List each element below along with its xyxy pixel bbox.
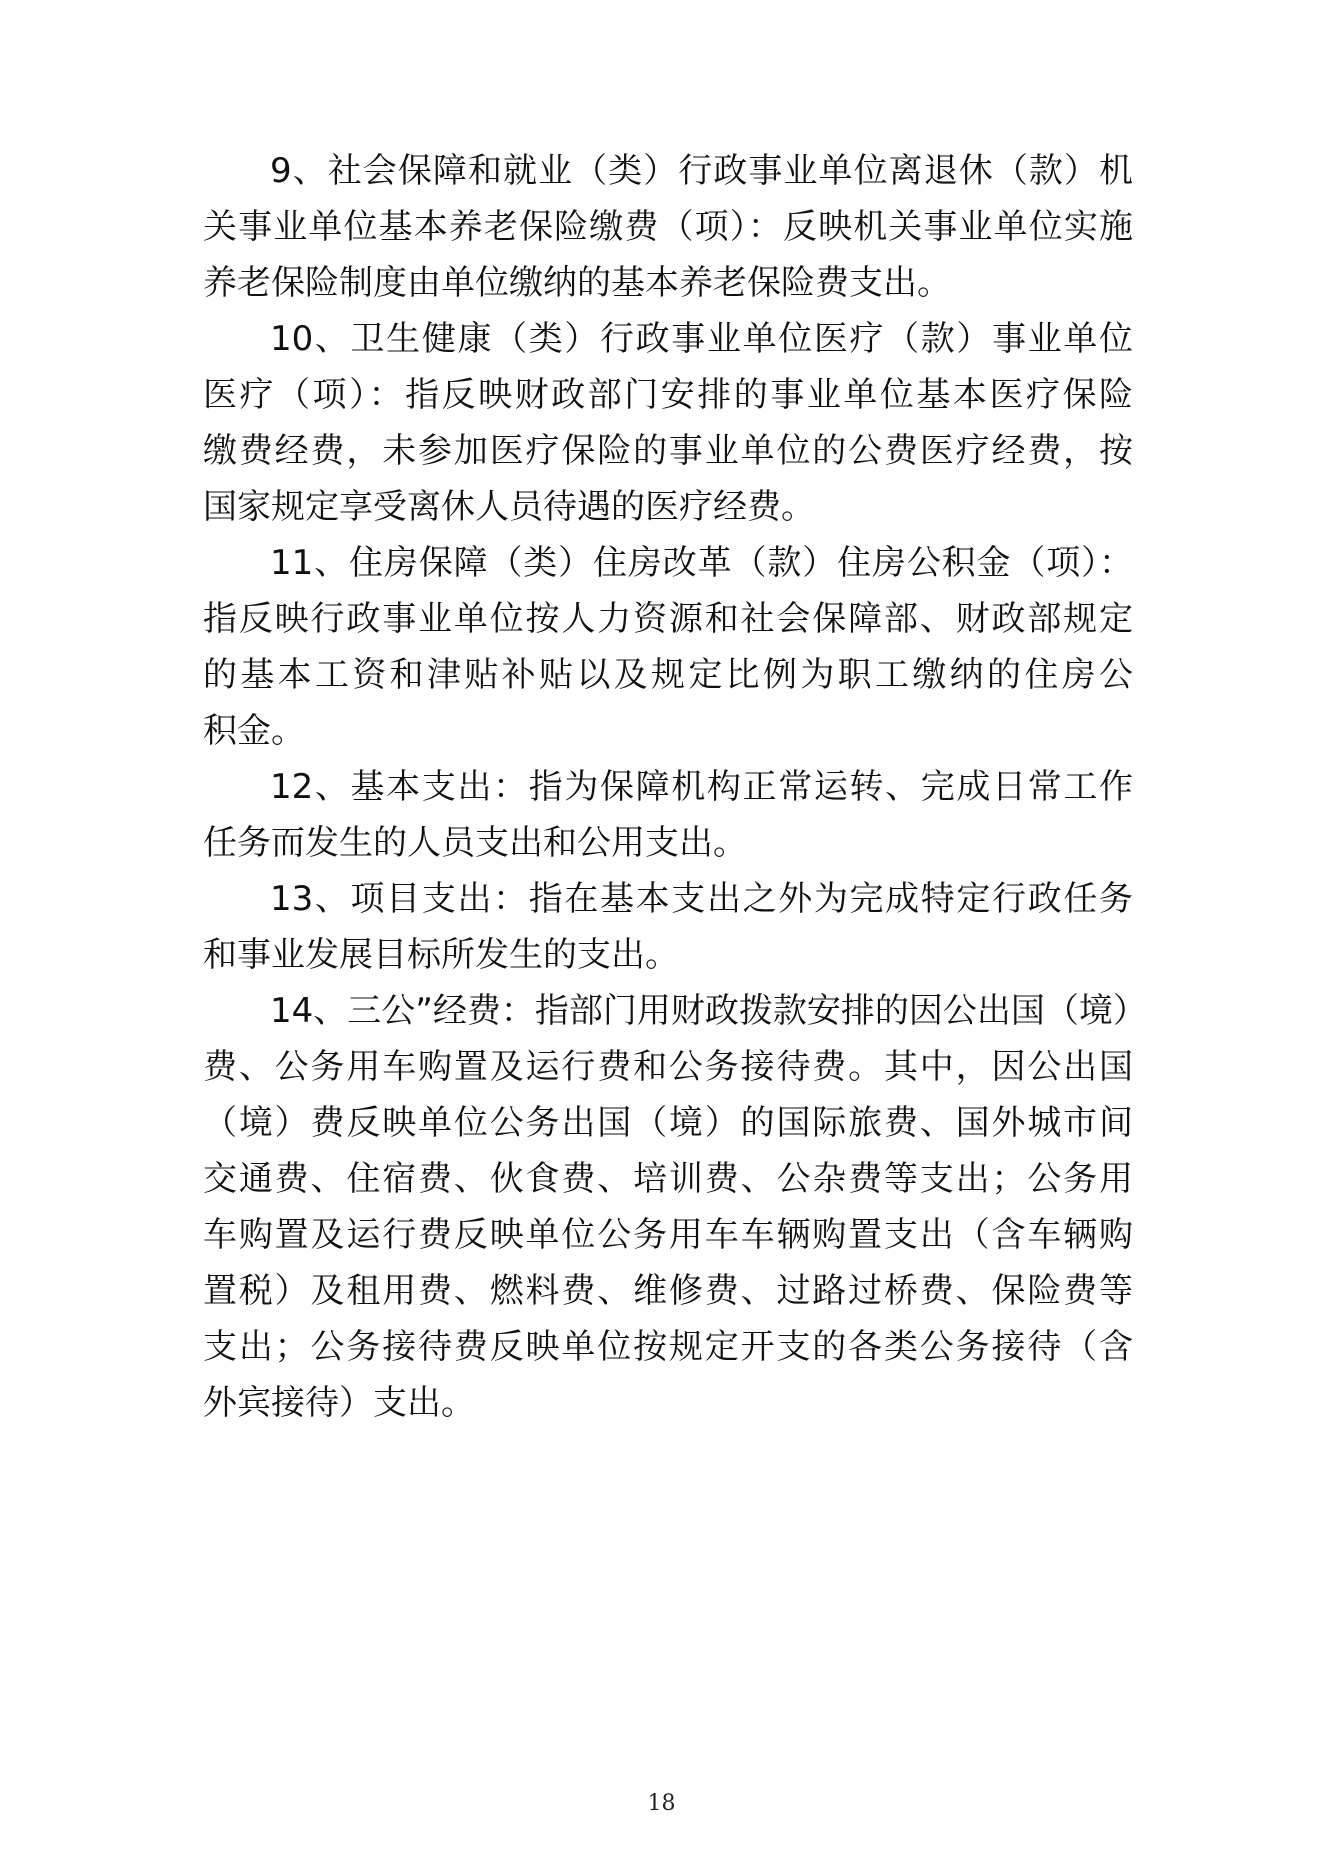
paragraph-10-line-1: 10、卫生健康（类）行政事业单位医疗（款）事业单位 — [270, 319, 1133, 359]
paragraph-12-line-1: 12、基本支出：指为保障机构正常运转、完成日常工作 — [270, 767, 1133, 807]
paragraph-11-line-2: 指反映行政事业单位按人力资源和社会保障部、财政部规定 — [203, 599, 1133, 639]
paragraph-11-line-1: 11、住房保障（类）住房改革（款）住房公积金（项）： — [270, 543, 1133, 583]
paragraph-10-line-4: 国家规定享受离休人员待遇的医疗经费。 — [203, 487, 815, 527]
paragraph-14-line-4: 交通费、住宿费、伙食费、培训费、公杂费等支出；公务用 — [203, 1159, 1133, 1199]
paragraph-14-line-2: 费、公务用车购置及运行费和公务接待费。其中，因公出国 — [203, 1047, 1133, 1087]
page-number: 18 — [647, 1791, 676, 1816]
paragraph-14-line-7: 支出；公务接待费反映单位按规定开支的各类公务接待（含 — [203, 1327, 1133, 1367]
paragraph-9-line-2: 关事业单位基本养老保险缴费（项）：反映机关事业单位实施 — [203, 207, 1133, 247]
paragraph-13-line-2: 和事业发展目标所发生的支出。 — [203, 935, 679, 975]
paragraph-9-line-3: 养老保险制度由单位缴纳的基本养老保险费支出。 — [203, 263, 951, 303]
paragraph-12-line-2: 任务而发生的人员支出和公用支出。 — [203, 823, 747, 863]
paragraph-10-line-3: 缴费经费，未参加医疗保险的事业单位的公费医疗经费，按 — [203, 431, 1133, 471]
paragraph-14-line-1: 14、三公”经费：指部门用财政拨款安排的因公出国（境） — [270, 991, 1147, 1031]
paragraph-9-line-1: 9、社会保障和就业（类）行政事业单位离退休（款）机 — [270, 151, 1133, 191]
paragraph-14-line-6: 置税）及租用费、燃料费、维修费、过路过桥费、保险费等 — [203, 1271, 1133, 1311]
paragraph-10-line-2: 医疗（项）：指反映财政部门安排的事业单位基本医疗保险 — [203, 375, 1133, 415]
paragraph-14-line-5: 车购置及运行费反映单位公务用车车辆购置支出（含车辆购 — [203, 1215, 1133, 1255]
paragraph-13-line-1: 13、项目支出：指在基本支出之外为完成特定行政任务 — [270, 879, 1133, 919]
paragraph-11-line-3: 的基本工资和津贴补贴以及规定比例为职工缴纳的住房公 — [203, 655, 1133, 695]
paragraph-11-line-4: 积金。 — [203, 711, 305, 751]
paragraph-14-line-8: 外宾接待）支出。 — [203, 1383, 475, 1423]
paragraph-14-line-3: （境）费反映单位公务出国（境）的国际旅费、国外城市间 — [203, 1103, 1133, 1143]
